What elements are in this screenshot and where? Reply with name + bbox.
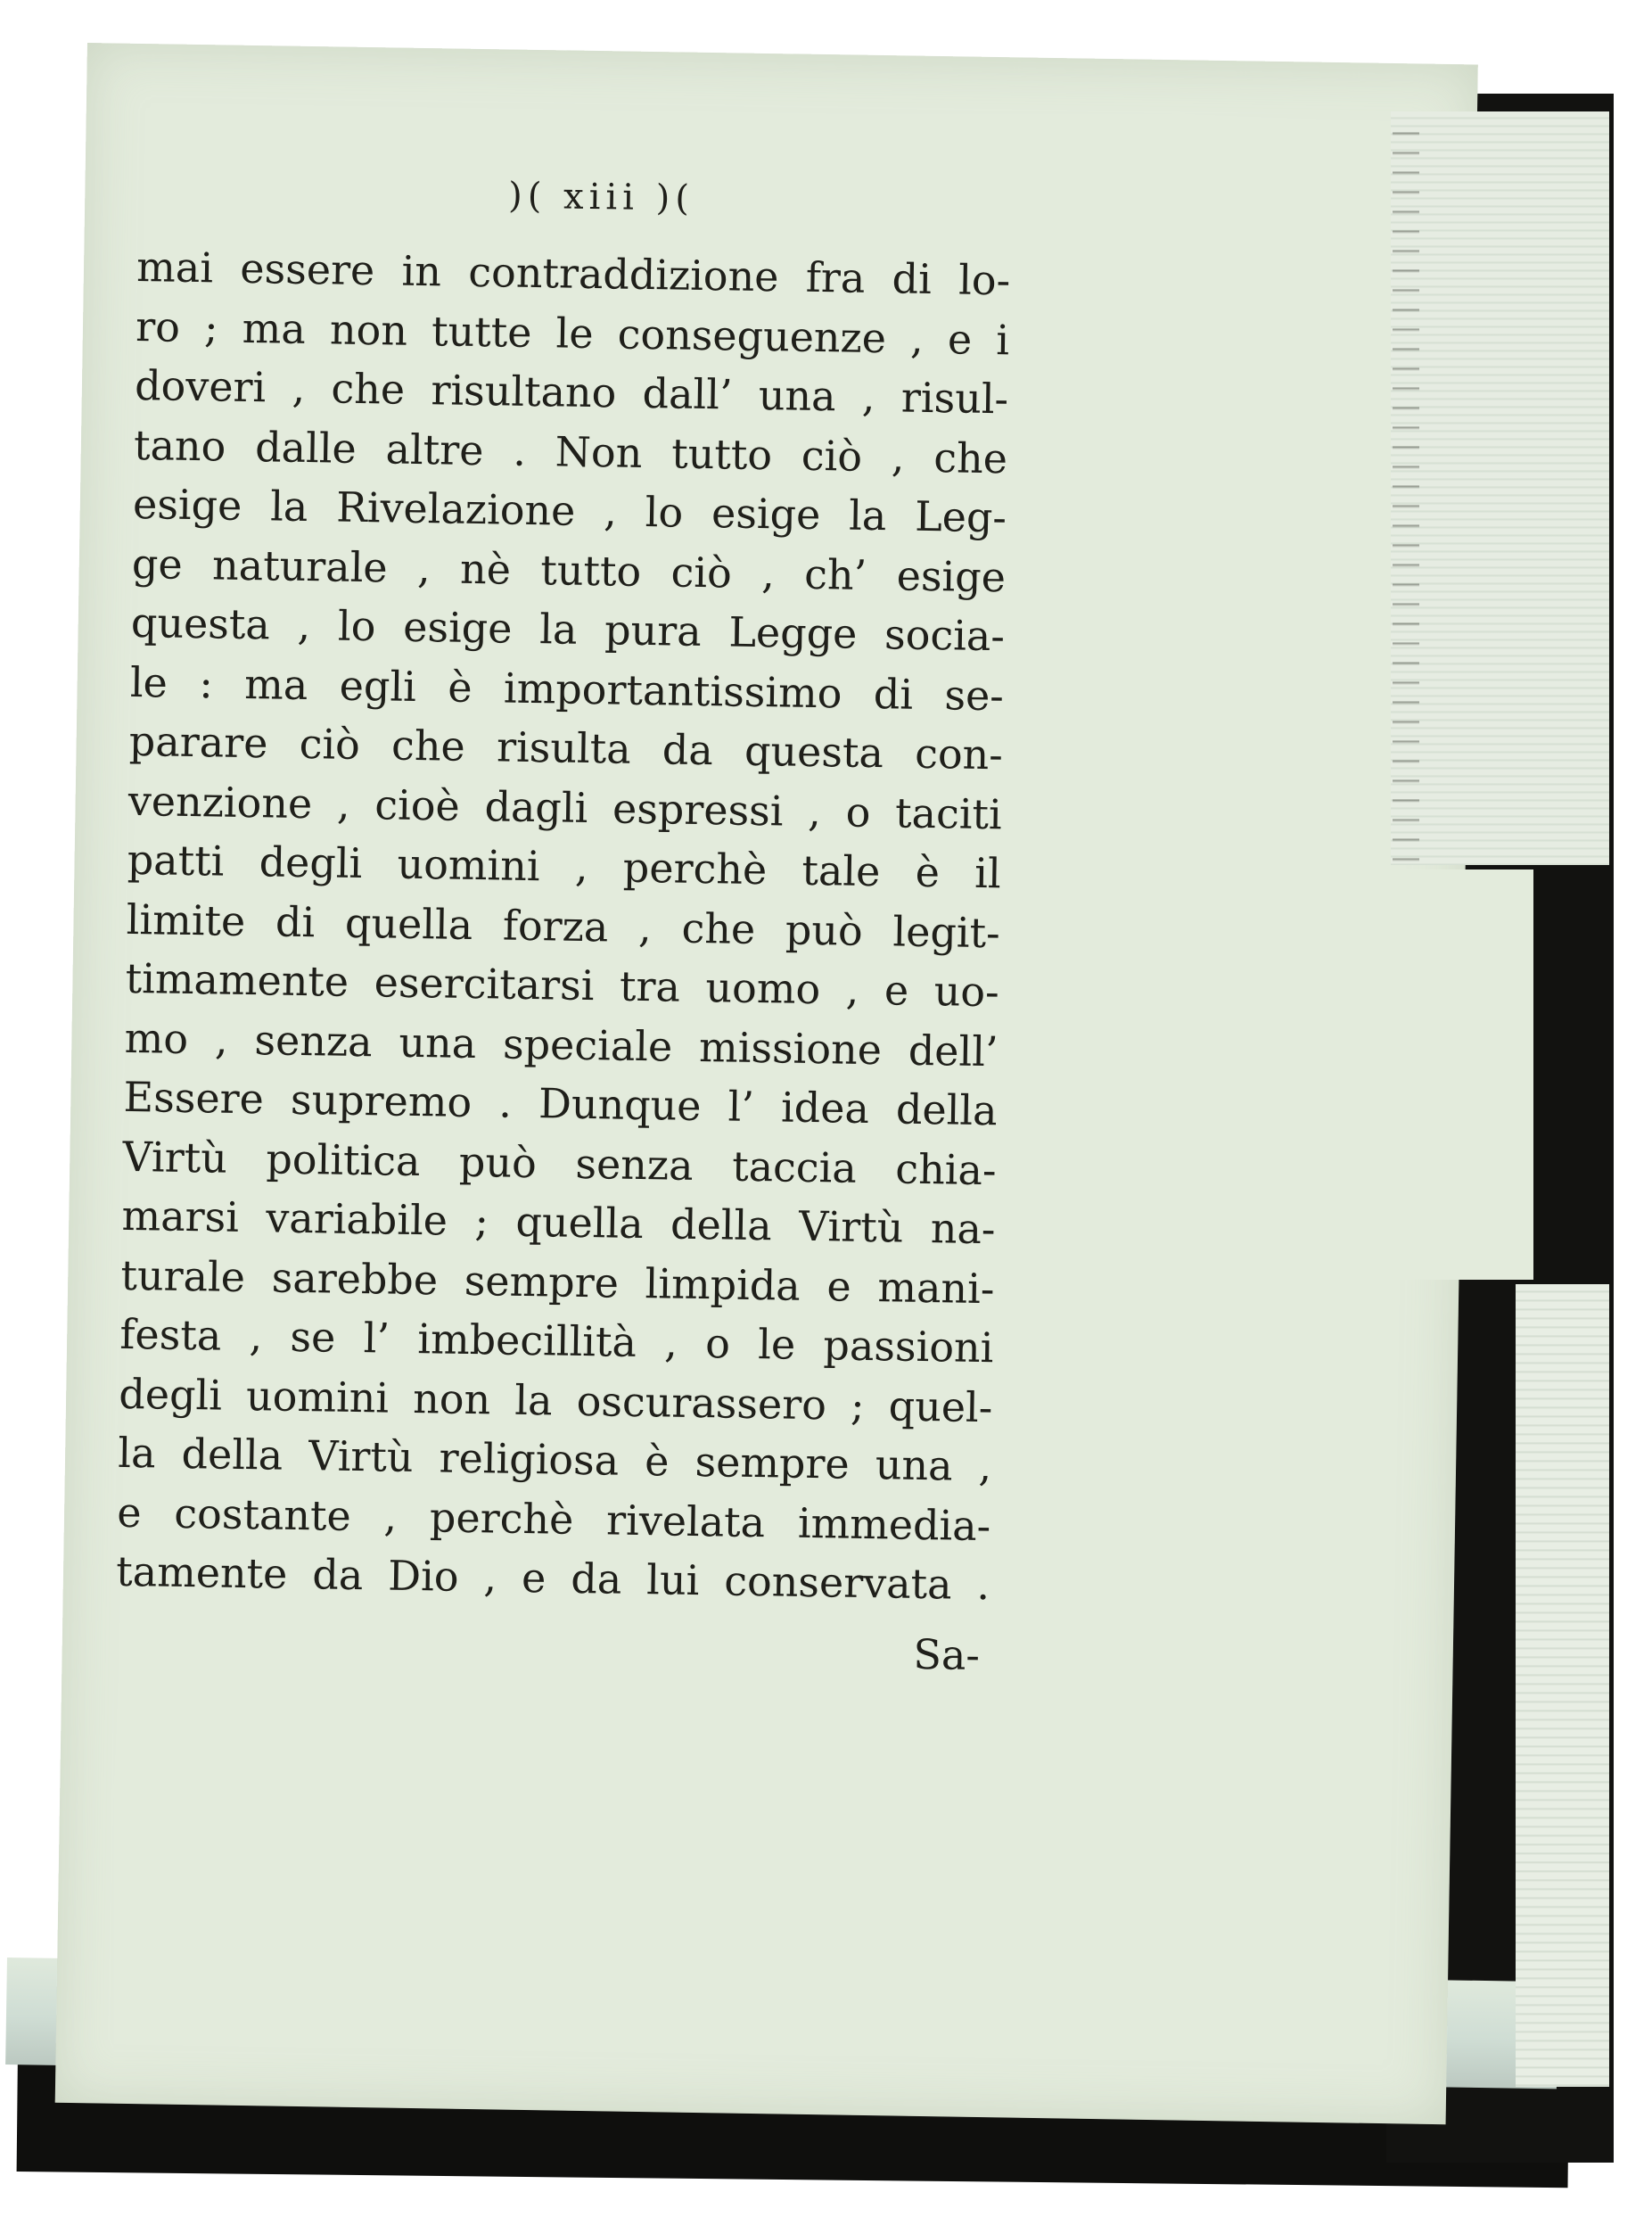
page-edge-marks [1393, 116, 1419, 865]
text-line: esige la Rivelazione , lo esige la Leg- [132, 479, 1007, 542]
text-line: degli uomini non la oscurassero ; quel- [119, 1369, 993, 1431]
text-line: parare ciò che risulta da questa con- [128, 716, 1004, 779]
text-line: venzione , cioè dagli espressi , o taciti [127, 776, 1003, 838]
text-line: turale sarebbe sempre limpida e mani- [120, 1250, 995, 1313]
text-line: tano dalle altre . Non tutto ciò , che [133, 420, 1008, 482]
page-number-header: )( xiii )( [507, 175, 695, 219]
text-line: marsi variabile ; quella della Virtù na- [121, 1191, 996, 1254]
text-line: la della Virtù religiosa è sempre una , [117, 1428, 992, 1491]
text-line: limite di quella forza , che può legit- [126, 894, 1001, 957]
text-line: patti degli uomini , perchè tale è il [127, 835, 1002, 898]
page-text-block [115, 169, 1012, 1685]
text-line: festa , se l’ imbecillità , o le passioni [119, 1309, 994, 1372]
text-line: Virtù politica può senza taccia chia- [122, 1132, 997, 1194]
text-line: mai essere in contraddizione fra di lo- [136, 242, 1011, 305]
text-line: ro ; ma non tutte le conseguenze , e i [135, 301, 1010, 364]
body-text [116, 237, 1011, 1615]
catchword: Sa- [913, 1629, 981, 1679]
text-line: timamente esercitarsi tra uomo , e uo- [125, 953, 1000, 1017]
page-edges-stack-middle [1391, 869, 1533, 1280]
text-line: Essere supremo . Dunque l’ idea della [123, 1072, 998, 1135]
text-line: doveri , che risultano dall’ una , risul- [134, 360, 1009, 424]
text-line: tamente da Dio , e da lui conservata . [115, 1546, 990, 1610]
text-line: mo , senza una speciale missione dell’ [124, 1013, 999, 1076]
text-line: ge naturale , nè tutto ciò , ch’ esige [131, 539, 1007, 601]
text-line: le : ma egli è importantissimo di se- [129, 657, 1005, 720]
page-edges-stack-bottom [1516, 1284, 1609, 2087]
page-edges-stack-top [1391, 111, 1609, 865]
text-line: e costante , perchè rivelata immedia- [116, 1488, 991, 1550]
text-line: questa , lo esige la pura Legge socia- [130, 598, 1006, 661]
